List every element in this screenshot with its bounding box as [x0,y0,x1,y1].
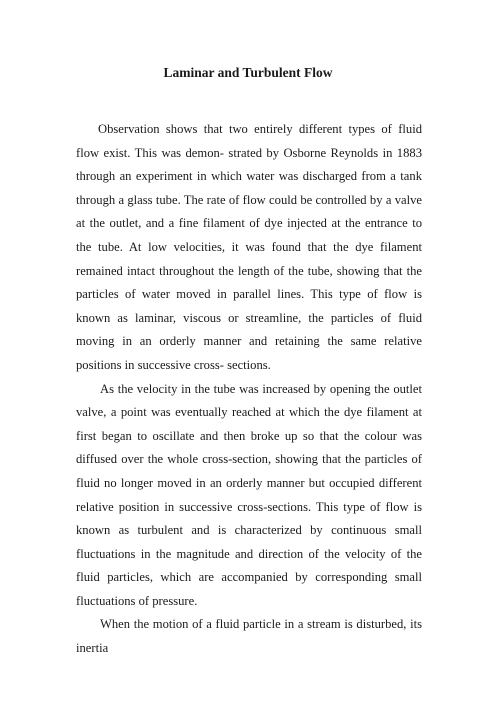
paragraph: As the velocity in the tube was increased by opening the outlet valve, a point was eventually reached at which the dye filament at first began to oscillate and then broke up so that the colour was diffused over the whole cross-section, showing that the particles of fluid no longer moved in an orderly manner but occupied different relative position in successive cross-sections. This type of flow is known as turbulent and is characterized by continuous small fluctuations in the magnitude and direction of the velocity of the fluid particles, which are accompanied by corresponding small fluctuations of pressure. [76,381,422,608]
document-title: Laminar and Turbulent Flow [163,65,333,80]
document-body [76,118,422,661]
paragraph: When the motion of a fluid particle in a stream is disturbed, its inertia [76,617,422,656]
paragraph: Observation shows that two entirely different types of fluid flow exist. This was demon- strated by Osborne Reynolds in 1883 through an experiment in which water was discharged from a tank through a glass tube. The rate of flow could be controlled by a valve at the outlet, and a fine filament of dye injected at the entrance to the tube. At low velocities, it was found that the dye filament remained intact throughout the length of the tube, showing that the particles of water moved in parallel lines. This type of flow is known as laminar, viscous or streamline, the particles of fluid moving in an orderly manner and retaining the same relative positions in successive cross- sections. [76,122,422,372]
